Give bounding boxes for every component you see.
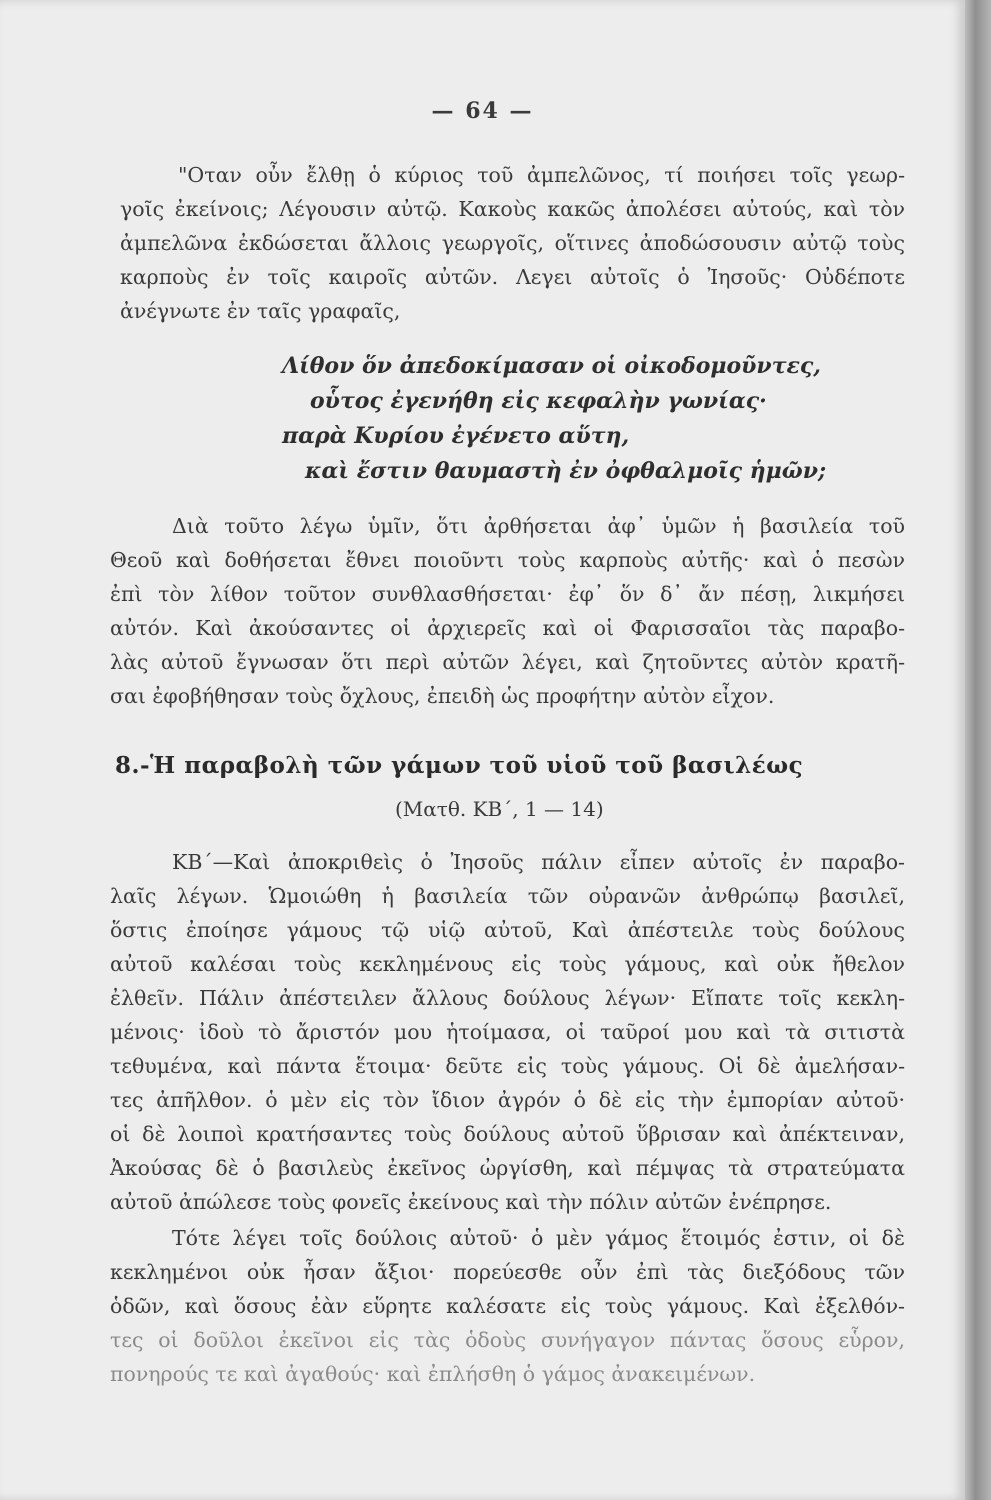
paragraph-1-line-2: γοῖς ἐκείνοις; Λέγουσιν αὐτῷ. Κακοὺς κακῶς ἀπολέσει αὐτούς, καὶ τὸν — [120, 197, 905, 221]
paragraph-3-line-2: λαῖς λέγων. Ὡμοιώθη ἡ βασιλεία τῶν οὐρανῶν ἀνθρώπῳ βασιλεῖ, — [110, 884, 905, 908]
paragraph-1-line-3: ἀμπελῶνα ἐκδώσεται ἄλλοις γεωργοῖς, οἵτινες ἀποδώσουσιν αὐτῷ τοὺς — [120, 231, 905, 255]
paragraph-2-line-6: σαι ἐφοβήθησαν τοὺς ὄχλους, ἐπειδὴ ὡς προφήτην αὐτὸν εἶχον. — [110, 684, 775, 708]
paragraph-2-line-1: Διὰ τοῦτο λέγω ὑμῖν, ὅτι ἀρθήσεται ἀφ᾽ ὑμῶν ἡ βασιλεία τοῦ — [172, 514, 905, 538]
paragraph-4-line-4: τες οἱ δοῦλοι ἐκεῖνοι εἰς τὰς ὁδοὺς συνήγαγον πάντας ὅσους εὗρον, — [110, 1328, 905, 1352]
paragraph-3-line-7: τεθυμένα, καὶ πάντα ἕτοιμα· δεῦτε εἰς τοὺς γάμους. Οἱ δὲ ἀμελήσαν- — [110, 1054, 905, 1078]
paragraph-3-line-5: ἐλθεῖν. Πάλιν ἀπέστειλεν ἄλλους δούλους λέγων· Εἴπατε τοῖς κεκλη- — [110, 986, 905, 1010]
paragraph-3-line-8: τες ἀπῆλθον. ὁ μὲν εἰς τὸν ἴδιον ἀγρόν ὁ δὲ εἰς τὴν ἐμπορίαν αὐτοῦ· — [110, 1088, 905, 1112]
paragraph-1-line-4: καρποὺς ἐν τοῖς καιροῖς αὐτῶν. Λεγει αὐτοῖς ὁ Ἰησοῦς· Οὐδέποτε — [120, 265, 905, 289]
quotation-line-3: παρὰ Κυρίου ἐγένετο αὕτη, — [282, 423, 630, 449]
paragraph-3-line-11: αὐτοῦ ἀπώλεσε τοὺς φονεῖς ἐκείνους καὶ τὴν πόλιν αὐτῶν ἐνέπρησε. — [110, 1190, 832, 1214]
paragraph-3-line-4: αὐτοῦ καλέσαι τοὺς κεκλημένους εἰς τοὺς γάμους, καὶ οὐκ ἤθελον — [110, 952, 905, 976]
section-reference: (Ματθ. ΚΒ΄, 1 — 14) — [395, 797, 604, 821]
book-spine-edge — [965, 0, 991, 1500]
paragraph-2-line-4: αὐτόν. Καὶ ἀκούσαντες οἱ ἀρχιερεῖς καὶ οἱ Φαρισσαῖοι τὰς παραβο- — [110, 616, 905, 640]
paragraph-2-line-2: Θεοῦ καὶ δοθήσεται ἔθνει ποιοῦντι τοὺς καρποὺς αὐτῆς· καὶ ὁ πεσὼν — [110, 548, 905, 572]
quotation-line-4: καὶ ἔστιν θαυμαστὴ ἐν ὀφθαλμοῖς ἡμῶν; — [305, 458, 827, 484]
paragraph-4-line-2: κεκλημένοι οὐκ ἦσαν ἄξιοι· πορεύεσθε οὖν ἐπὶ τὰς διεξόδους τῶν — [110, 1260, 905, 1284]
paragraph-3-line-3: ὅστις ἐποίησε γάμους τῷ υἱῷ αὐτοῦ, Καὶ ἀπέστειλε τοὺς δούλους — [110, 918, 905, 942]
paragraph-3-line-6: μένοις· ἰδοὺ τὸ ἄριστόν μου ἡτοίμασα, οἱ ταῦροί μου καὶ τὰ σιτιστὰ — [110, 1020, 905, 1044]
paragraph-4-line-3: ὁδῶν, καὶ ὅσους ἐὰν εὕρητε καλέσατε εἰς τοὺς γάμους. Καὶ ἐξελθόν- — [110, 1294, 905, 1318]
paragraph-3-line-9: οἱ δὲ λοιποὶ κρατήσαντες τοὺς δούλους αὐτοῦ ὕβρισαν καὶ ἀπέκτειναν, — [110, 1122, 905, 1146]
paragraph-1-line-1: "Οταν οὖν ἔλθῃ ὁ κύριος τοῦ ἀμπελῶνος, τί ποιήσει τοῖς γεωρ- — [178, 163, 905, 187]
paragraph-3-line-1: ΚΒ΄—Καὶ ἀποκριθεὶς ὁ Ἰησοῦς πάλιν εἶπεν αὐτοῖς ἐν παραβο- — [172, 850, 905, 874]
paragraph-1-line-5: ἀνέγνωτε ἐν ταῖς γραφαῖς, — [120, 299, 401, 323]
quotation-line-2: οὗτος ἐγενήθη εἰς κεφαλὴν γωνίας· — [310, 388, 767, 414]
paragraph-2-line-5: λὰς αὐτοῦ ἔγνωσαν ὅτι περὶ αὐτῶν λέγει, καὶ ζητοῦντες αὐτὸν κρατῆ- — [110, 650, 905, 674]
paragraph-2-line-3: ἐπὶ τὸν λίθον τοῦτον συνθλασθήσεται· ἐφ᾽ ὅν δ᾽ ἄν πέσῃ, λικμήσει — [110, 582, 905, 606]
page-number: — 64 — — [431, 98, 534, 124]
paragraph-3-line-10: Ἀκούσας δὲ ὁ βασιλεὺς ἐκεῖνος ὠργίσθη, καὶ πέμψας τὰ στρατεύματα — [110, 1156, 905, 1180]
section-heading: 8.-Ἡ παραβολὴ τῶν γάμων τοῦ υἱοῦ τοῦ βασιλέως — [115, 752, 804, 779]
paragraph-4-line-1: Τότε λέγει τοῖς δούλοις αὐτοῦ· ὁ μὲν γάμος ἕτοιμός ἐστιν, οἱ δὲ — [172, 1226, 905, 1250]
paragraph-4-line-5: πονηρούς τε καὶ ἀγαθούς· καὶ ἐπλήσθη ὁ γάμος ἀνακειμένων. — [110, 1362, 756, 1386]
quotation-line-1: Λίθον ὅν ἀπεδοκίμασαν οἱ οἰκοδομοῦντες, — [282, 353, 821, 379]
